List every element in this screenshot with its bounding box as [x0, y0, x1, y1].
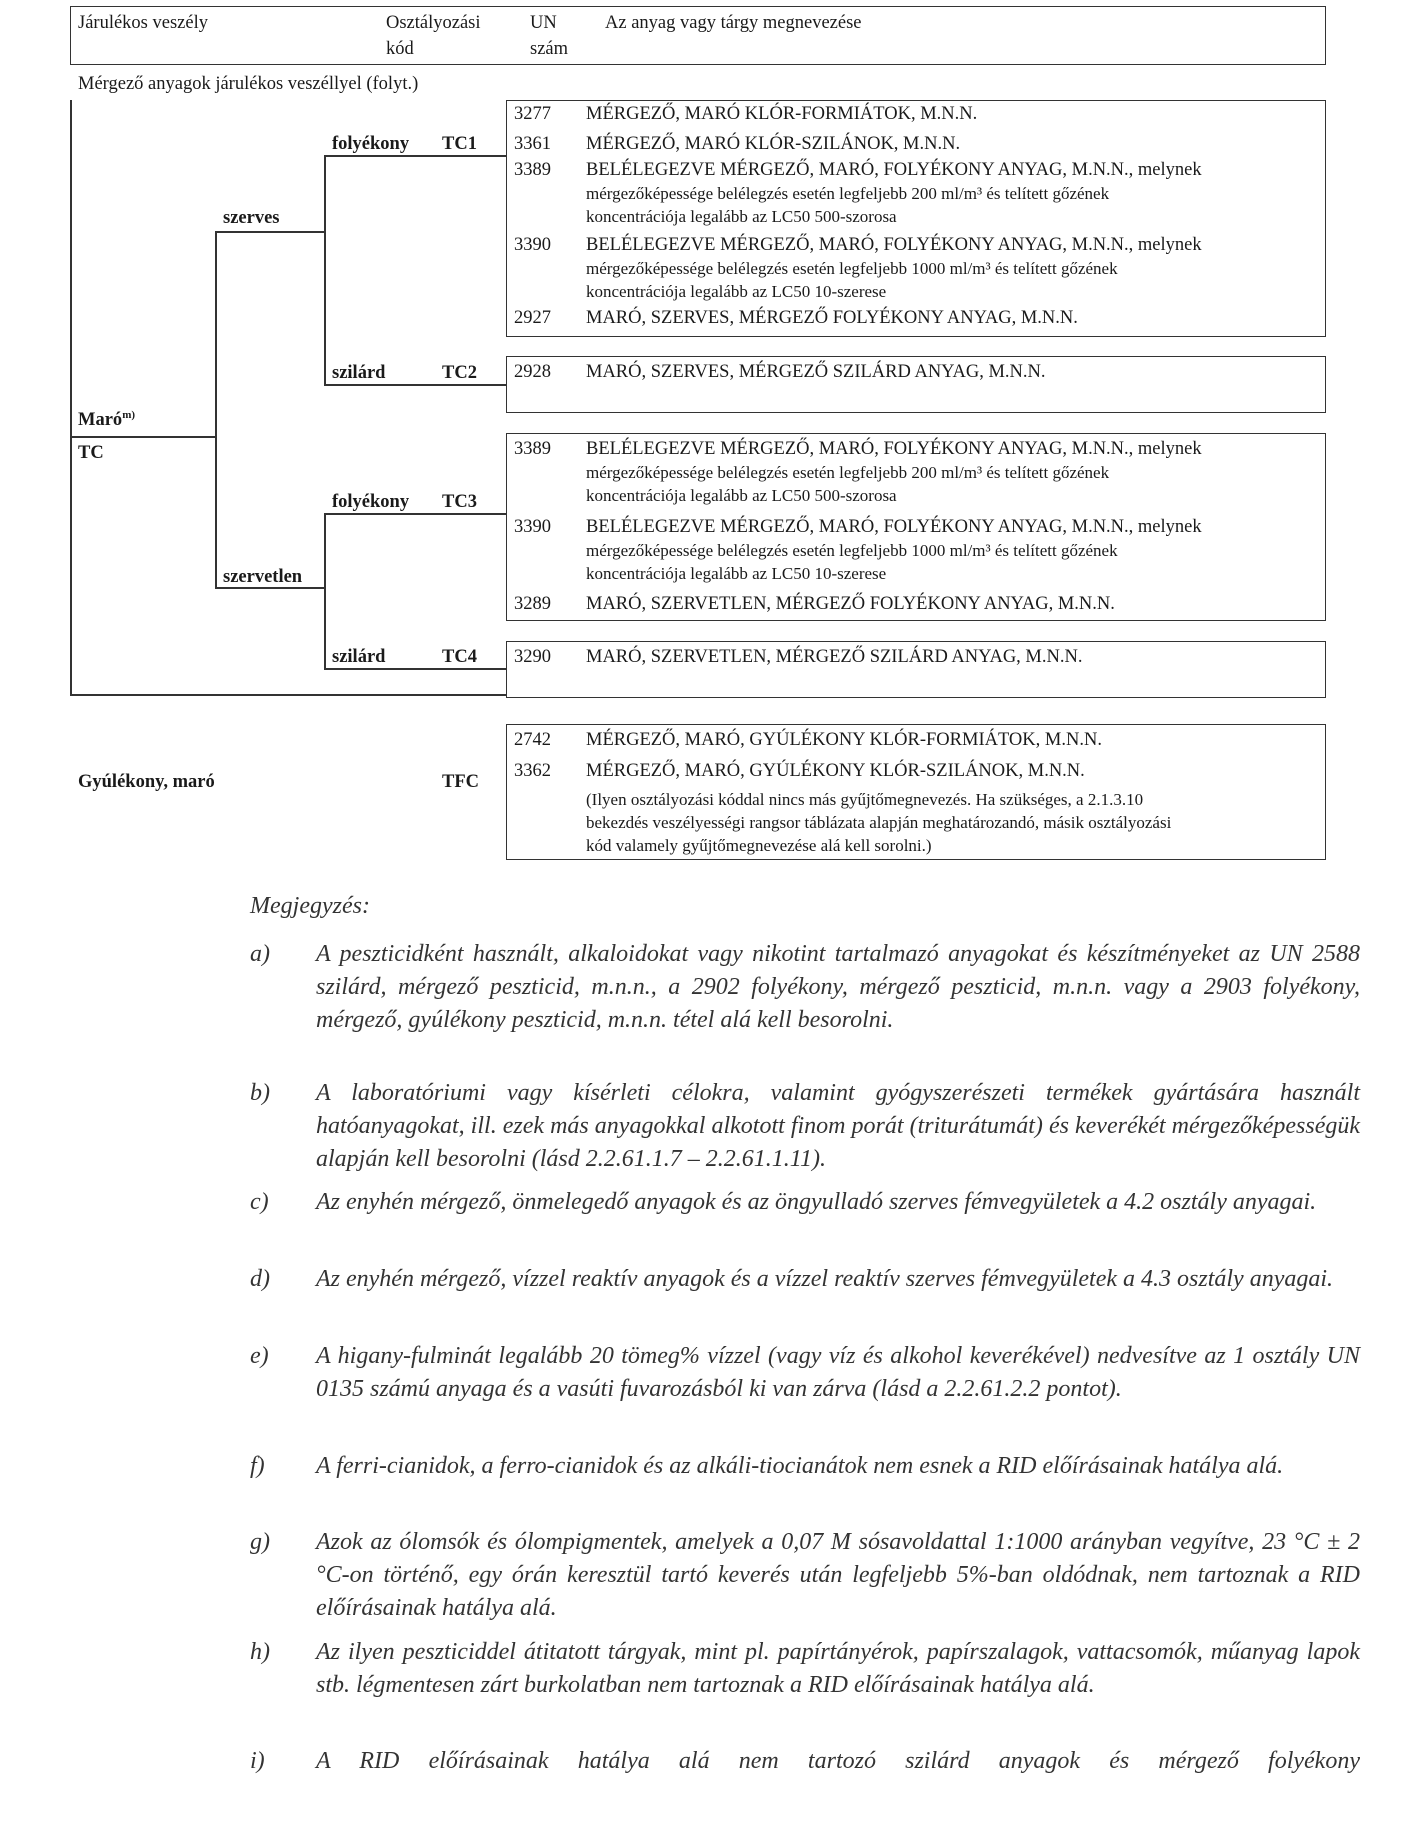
un-number: 3362: [514, 761, 551, 781]
tree-label-tc1: TC1: [442, 134, 477, 154]
note-item: [250, 1450, 1360, 1516]
note-label: g): [250, 1529, 270, 1555]
substance-name-line2: mérgezőképessége belélegzés esetén legfeljebb 200 ml/m³ és telített gőzének: [586, 184, 1110, 203]
un-number: 3277: [514, 104, 551, 124]
note-label: h): [250, 1639, 270, 1665]
tree-gyulekony-underline: [70, 694, 506, 696]
note-text: A ferri-cianidok, a ferro-cianidok és az alkáli-tiocianátok nem esnek a RID előírásainak hatálya alá.: [316, 1453, 1284, 1479]
substance-name-line1: BELÉLEGEZVE MÉRGEZŐ, MARÓ, FOLYÉKONY ANYAG, M.N.N., melynek: [586, 517, 1202, 537]
tree-tc1-underline: [324, 155, 506, 157]
un-number: 3390: [514, 235, 551, 255]
tree-tc2-underline: [324, 384, 506, 386]
tfc-note-line2: bekezdés veszélyességi rangsor táblázata alapján meghatározandó, másik osztályozási: [586, 813, 1172, 832]
substance-name-line3: koncentrációja legalább az LC50 500-szorosa: [586, 207, 897, 226]
un-number: 3389: [514, 160, 551, 180]
tree-maro-underline: [70, 436, 216, 438]
header-col-un-2: szám: [530, 39, 569, 59]
note-item: [250, 1745, 1360, 1785]
un-number: 2928: [514, 362, 551, 382]
tree-label-szerves: szerves: [223, 208, 280, 228]
tree-maro-vertical: [215, 231, 217, 587]
note-item: [250, 1340, 1360, 1440]
tree-szerves-underline: [215, 231, 325, 233]
substance-name: [586, 233, 1286, 303]
substance-name-line3: koncentrációja legalább az LC50 10-szerese: [586, 282, 887, 301]
substance-name-line2: mérgezőképessége belélegzés esetén legfeljebb 1000 ml/m³ és telített gőzének: [586, 259, 1118, 278]
substance-name-line3: koncentrációja legalább az LC50 500-szorosa: [586, 486, 897, 505]
note-item: [250, 1077, 1360, 1177]
note-text: Az enyhén mérgező, önmelegedő anyagok és az öngyulladó szerves fémvegyületek a 4.2 osztály anyagai.: [316, 1189, 1317, 1215]
note-item: [250, 1526, 1360, 1626]
un-number: 3361: [514, 134, 551, 154]
tree-label-folyekony-1: folyékony: [332, 134, 410, 154]
substance-name: MARÓ, SZERVES, MÉRGEZŐ FOLYÉKONY ANYAG, M.N.N.: [586, 308, 1078, 328]
un-number: 3390: [514, 517, 551, 537]
header-col-code-1: Osztályozási: [386, 13, 481, 33]
note-label: c): [250, 1189, 269, 1215]
substance-name: MARÓ, SZERVETLEN, MÉRGEZŐ FOLYÉKONY ANYAG, M.N.N.: [586, 594, 1115, 614]
tfc-note-line1: (Ilyen osztályozási kóddal nincs más gyűjtőmegnevezés. Ha szükséges, a 2.1.3.10: [586, 790, 1144, 809]
tree-label-tc4: TC4: [442, 647, 477, 667]
section-title: Mérgező anyagok járulékos veszéllyel (folyt.): [78, 74, 419, 94]
un-number: 3290: [514, 647, 551, 667]
note-label: a): [250, 941, 270, 967]
substance-name: MÉRGEZŐ, MARÓ KLÓR-SZILÁNOK, M.N.N.: [586, 134, 961, 154]
tfc-note: [586, 788, 1326, 857]
note-text: A peszticidként használt, alkaloidokat vagy nikotint tartalmazó anyagokat és készítményeket az UN 2588 szilárd, mérgező peszticid, m.n.n., a 2902 folyékony, mérgező peszticid, m.n.n. vagy a 2903 folyékony, mérgező, gyúlékony peszticid, m.n.n. tétel alá kell besorolni.: [316, 941, 1360, 1033]
tree-label-szilard-1: szilárd: [332, 363, 386, 383]
tree-label-tfc: TFC: [442, 772, 479, 792]
note-label: e): [250, 1343, 269, 1369]
substance-name: MÉRGEZŐ, MARÓ, GYÚLÉKONY KLÓR-FORMIÁTOK, M.N.N.: [586, 730, 1102, 750]
substance-name: MARÓ, SZERVETLEN, MÉRGEZŐ SZILÁRD ANYAG, M.N.N.: [586, 647, 1083, 667]
tree-label-szilard-2: szilárd: [332, 647, 386, 667]
substance-name-line1: BELÉLEGEZVE MÉRGEZŐ, MARÓ, FOLYÉKONY ANYAG, M.N.N., melynek: [586, 160, 1202, 180]
substance-name-line1: BELÉLEGEZVE MÉRGEZŐ, MARÓ, FOLYÉKONY ANYAG, M.N.N., melynek: [586, 439, 1202, 459]
note-label: d): [250, 1266, 270, 1292]
note-text: Azok az ólomsók és ólompigmentek, amelyek a 0,07 M sósavoldattal 1:1000 arányban vegyítve, 23 °C ± 2 °C-on történő, egy órán keresztül tartó keverés után legfeljebb 5%-ban oldódnak, nem tartoznak a RID előírásainak hatálya alá.: [316, 1529, 1360, 1621]
substance-name: MÉRGEZŐ, MARÓ KLÓR-FORMIÁTOK, M.N.N.: [586, 104, 978, 124]
substance-name: [586, 515, 1286, 585]
notes-heading: Megjegyzés:: [250, 893, 370, 919]
note-item: [250, 938, 1360, 1074]
substance-name-line2: mérgezőképessége belélegzés esetén legfeljebb 1000 ml/m³ és telített gőzének: [586, 541, 1118, 560]
note-text: Az enyhén mérgező, vízzel reaktív anyagok és a vízzel reaktív szerves fémvegyületek a 4.3 osztály anyagai.: [316, 1266, 1334, 1292]
un-number: 3289: [514, 594, 551, 614]
tree-left-vertical: [70, 100, 72, 695]
note-text: Az ilyen peszticiddel átitatott tárgyak, mint pl. papírtányérok, papírszalagok, vattacsomók, műanyag lapok stb. légmentesen zárt burkolatban nem tartoznak a RID előírásainak hatálya alá.: [316, 1639, 1360, 1698]
tfc-note-line3: kód valamely gyűjtőmegnevezése alá kell sorolni.): [586, 836, 932, 855]
substance-name: MARÓ, SZERVES, MÉRGEZŐ SZILÁRD ANYAG, M.N.N.: [586, 362, 1046, 382]
tree-label-szervetlen: szervetlen: [223, 567, 303, 587]
header-col-hazard: Járulékos veszély: [78, 13, 208, 33]
tree-label-tc2: TC2: [442, 363, 477, 383]
substance-name: [586, 158, 1286, 228]
note-label: b): [250, 1080, 270, 1106]
note-item: [250, 1636, 1360, 1736]
note-text: A laboratóriumi vagy kísérleti célokra, valamint gyógyszerészeti termékek gyártására használt hatóanyagokat, ill. ezek más anyagokkal alkotott finom porát (triturátumát) és keverékét mérgezőképességük alapján kell besorolni (lásd 2.2.61.1.7 – 2.2.61.1.11).: [316, 1080, 1360, 1172]
substance-name-line2: mérgezőképessége belélegzés esetén legfeljebb 200 ml/m³ és telített gőzének: [586, 463, 1110, 482]
note-text: A higany-fulminát legalább 20 tömeg% vízzel (vagy víz és alkohol keverékével) nedvesítve az 1 osztály UN 0135 számú anyaga és a vasúti fuvarozásból ki van zárva (lásd a 2.2.61.2.2 pontot).: [316, 1343, 1360, 1402]
note-item: [250, 1263, 1360, 1329]
header-col-un-1: UN: [530, 13, 557, 33]
tree-szervetlen-vertical: [324, 513, 326, 669]
tree-label-gyulekony: Gyúlékony, maró: [78, 772, 215, 792]
tree-label-tc3: TC3: [442, 492, 477, 512]
un-number: 2927: [514, 308, 551, 328]
tree-tc3-underline: [324, 513, 506, 515]
substance-name: MÉRGEZŐ, MARÓ, GYÚLÉKONY KLÓR-SZILÁNOK, M.N.N.: [586, 761, 1085, 781]
note-label: i): [250, 1748, 265, 1774]
tree-label-tc: TC: [78, 443, 104, 463]
un-number: 2742: [514, 730, 551, 750]
tree-label-maro: Maró$^{m)}$: [78, 408, 136, 430]
substance-name-line1: BELÉLEGEZVE MÉRGEZŐ, MARÓ, FOLYÉKONY ANYAG, M.N.N., melynek: [586, 235, 1202, 255]
un-number: 3389: [514, 439, 551, 459]
note-label: f): [250, 1453, 265, 1479]
tree-szerves-vertical: [324, 155, 326, 385]
header-col-code-2: kód: [386, 39, 414, 59]
tree-label-folyekony-2: folyékony: [332, 492, 410, 512]
note-item: [250, 1186, 1360, 1252]
note-text: A RID előírásainak hatálya alá nem tartozó szilárd anyagok és mérgező folyékony: [316, 1748, 1360, 1774]
tree-tc4-underline: [324, 668, 506, 670]
substance-name: [586, 437, 1286, 507]
substance-name-line3: koncentrációja legalább az LC50 10-szerese: [586, 564, 887, 583]
header-col-name: Az anyag vagy tárgy megnevezése: [605, 13, 862, 33]
